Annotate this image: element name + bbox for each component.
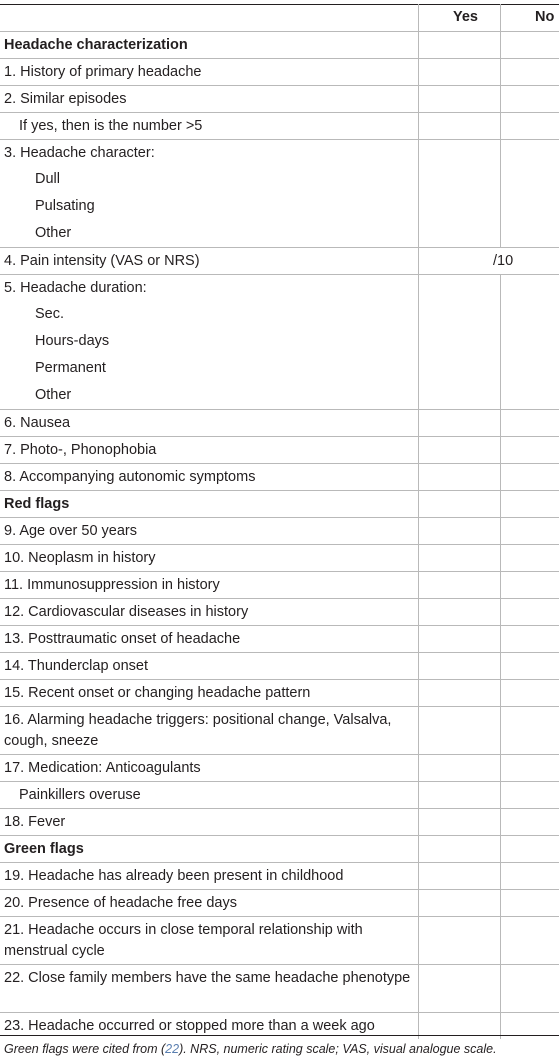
pain-score-cell[interactable] [418, 248, 559, 274]
yes-checkbox-cell[interactable] [418, 809, 500, 835]
row-label-cell [0, 193, 418, 220]
header-yes-cell [418, 4, 500, 31]
table-row [0, 517, 559, 544]
table-row [0, 220, 559, 247]
row-label: 21. Headache occurs in close temporal relationship with menstrual cycle [4, 922, 363, 959]
no-checkbox-cell[interactable] [500, 707, 559, 754]
row-label-cell [0, 248, 418, 274]
section-header-row [0, 835, 559, 862]
header-row [0, 4, 559, 31]
section-header-row [0, 31, 559, 58]
row-label: 19. Headache has already been present in childhood [4, 868, 344, 884]
yes-checkbox-cell[interactable] [418, 382, 500, 409]
yes-checkbox-cell[interactable] [418, 328, 500, 355]
row-label: 8. Accompanying autonomic symptoms [4, 469, 256, 485]
row-label: 11. Immunosuppression in history [4, 577, 220, 593]
table-row [0, 598, 559, 625]
row-label: 10. Neoplasm in history [4, 550, 156, 566]
yes-checkbox-cell[interactable] [418, 32, 500, 58]
yes-checkbox-cell[interactable] [418, 572, 500, 598]
header-label-cell [0, 4, 418, 31]
row-label-cell [0, 863, 418, 889]
row-label-cell [0, 809, 418, 835]
row-label: Dull [35, 171, 60, 187]
yes-checkbox-cell[interactable] [418, 890, 500, 916]
table-row [0, 463, 559, 490]
table-row [0, 754, 559, 781]
no-checkbox-cell[interactable] [500, 59, 559, 85]
row-label: 7. Photo-, Phonophobia [4, 442, 157, 458]
no-checkbox-cell[interactable] [500, 863, 559, 889]
row-label: 20. Presence of headache free days [4, 895, 237, 911]
table-row [0, 652, 559, 679]
table-row [0, 781, 559, 808]
row-label: 15. Recent onset or changing headache pattern [4, 685, 311, 701]
table-row [0, 85, 559, 112]
yes-checkbox-cell[interactable] [418, 464, 500, 490]
row-label-cell [0, 680, 418, 706]
no-checkbox-cell[interactable] [500, 410, 559, 436]
row-label: 6. Nausea [4, 415, 71, 431]
row-label-cell [0, 166, 418, 193]
table-row [0, 889, 559, 916]
row-label: 1. History of primary headache [4, 64, 202, 80]
row-label-cell [0, 518, 418, 544]
table-row [0, 301, 559, 328]
row-label: 17. Medication: Anticoagulants [4, 760, 201, 776]
no-column-header: No [535, 9, 555, 25]
row-label-cell [0, 917, 418, 964]
row-label: If yes, then is the number >5 [19, 118, 203, 134]
row-label-cell [0, 782, 418, 808]
row-label-cell [0, 410, 418, 436]
row-label: 22. Close family members have the same headache phenotype [4, 970, 411, 986]
yes-checkbox-cell[interactable] [418, 545, 500, 571]
row-label-cell [0, 491, 418, 517]
row-label-cell [0, 113, 418, 139]
no-checkbox-cell[interactable] [500, 965, 559, 1012]
no-checkbox-cell[interactable] [500, 917, 559, 964]
table-bottom-rule [0, 1035, 559, 1036]
table-row [0, 625, 559, 652]
no-checkbox-cell[interactable] [500, 755, 559, 781]
row-label-cell [0, 545, 418, 571]
table-row [0, 862, 559, 889]
yes-checkbox-cell[interactable] [418, 491, 500, 517]
row-label: Painkillers overuse [19, 787, 141, 803]
no-checkbox-cell[interactable] [500, 836, 559, 862]
no-checkbox-cell[interactable] [500, 809, 559, 835]
row-label-cell [0, 890, 418, 916]
no-checkbox-cell[interactable] [500, 140, 559, 166]
yes-checkbox-cell[interactable] [418, 301, 500, 328]
no-checkbox-cell[interactable] [500, 382, 559, 409]
no-checkbox-cell[interactable] [500, 355, 559, 382]
yes-checkbox-cell[interactable] [418, 836, 500, 862]
no-checkbox-cell[interactable] [500, 491, 559, 517]
table-footnote [4, 1042, 497, 1056]
row-label: 13. Posttraumatic onset of headache [4, 631, 241, 647]
table-row [0, 544, 559, 571]
row-label: Pulsating [35, 198, 95, 214]
no-checkbox-cell[interactable] [500, 86, 559, 112]
yes-checkbox-cell[interactable] [418, 355, 500, 382]
no-checkbox-cell[interactable] [500, 545, 559, 571]
row-label-cell [0, 755, 418, 781]
yes-checkbox-cell[interactable] [418, 863, 500, 889]
table-row [0, 706, 559, 754]
yes-checkbox-cell[interactable] [418, 965, 500, 1012]
table-row [0, 679, 559, 706]
table-row [0, 247, 559, 274]
table-row [0, 382, 559, 409]
yes-checkbox-cell[interactable] [418, 166, 500, 193]
no-checkbox-cell[interactable] [500, 220, 559, 247]
table-row [0, 571, 559, 598]
row-label-cell [0, 32, 418, 58]
row-label: Sec. [35, 306, 65, 322]
row-label-cell [0, 86, 418, 112]
yes-checkbox-cell[interactable] [418, 437, 500, 463]
footnote-text-after: ). NRS, numeric rating scale; VAS, visual analogue scale. [179, 1042, 497, 1056]
yes-checkbox-cell[interactable] [418, 275, 500, 301]
yes-checkbox-cell[interactable] [418, 755, 500, 781]
row-label: 9. Age over 50 years [4, 523, 137, 539]
yes-checkbox-cell[interactable] [418, 626, 500, 652]
no-checkbox-cell[interactable] [500, 464, 559, 490]
yes-checkbox-cell[interactable] [418, 707, 500, 754]
row-label-cell [0, 653, 418, 679]
table-row [0, 808, 559, 835]
row-label: 12. Cardiovascular diseases in history [4, 604, 249, 620]
table-row [0, 964, 559, 1012]
table-row [0, 112, 559, 139]
footnote-text-before: Green flags were cited from ( [4, 1042, 166, 1056]
row-label: 2. Similar episodes [4, 91, 127, 107]
table-row [0, 436, 559, 463]
row-label-cell [0, 464, 418, 490]
row-label: Permanent [35, 360, 106, 376]
row-label-cell [0, 382, 418, 409]
row-label-cell [0, 707, 418, 754]
no-checkbox-cell[interactable] [500, 572, 559, 598]
row-label-cell [0, 572, 418, 598]
row-label-cell [0, 328, 418, 355]
no-checkbox-cell[interactable] [500, 301, 559, 328]
yes-checkbox-cell[interactable] [418, 599, 500, 625]
row-label: 3. Headache character: [4, 145, 155, 161]
table-row [0, 166, 559, 193]
yes-checkbox-cell[interactable] [418, 518, 500, 544]
table-row [0, 916, 559, 964]
yes-column-header: Yes [453, 9, 478, 25]
yes-checkbox-cell[interactable] [418, 917, 500, 964]
section-title: Green flags [4, 841, 84, 857]
row-label: 4. Pain intensity (VAS or NRS) [4, 253, 200, 269]
no-checkbox-cell[interactable] [500, 782, 559, 808]
no-checkbox-cell[interactable] [500, 437, 559, 463]
table-row [0, 139, 559, 166]
table-row [0, 355, 559, 382]
pain-score-denominator: /10 [493, 253, 514, 269]
section-title: Headache characterization [4, 37, 188, 53]
table-row [0, 409, 559, 436]
row-label: Other [35, 225, 72, 241]
no-checkbox-cell[interactable] [500, 32, 559, 58]
row-label-cell [0, 220, 418, 247]
yes-checkbox-cell[interactable] [418, 653, 500, 679]
yes-checkbox-cell[interactable] [418, 86, 500, 112]
no-checkbox-cell[interactable] [500, 328, 559, 355]
section-title: Red flags [4, 496, 70, 512]
no-checkbox-cell[interactable] [500, 193, 559, 220]
row-label-cell [0, 355, 418, 382]
no-checkbox-cell[interactable] [500, 166, 559, 193]
no-checkbox-cell[interactable] [500, 518, 559, 544]
row-label: 5. Headache duration: [4, 280, 147, 296]
header-no-cell [500, 4, 559, 31]
no-checkbox-cell[interactable] [500, 653, 559, 679]
row-label: Other [35, 387, 72, 403]
yes-checkbox-cell[interactable] [418, 140, 500, 166]
row-label-cell [0, 626, 418, 652]
row-label: 23. Headache occurred or stopped more than a week ago [4, 1018, 375, 1034]
row-label-cell [0, 965, 418, 1012]
table-row [0, 193, 559, 220]
footnote-reference-link[interactable]: 22 [165, 1042, 180, 1056]
yes-checkbox-cell[interactable] [418, 113, 500, 139]
section-header-row [0, 490, 559, 517]
row-label-cell [0, 599, 418, 625]
table-row [0, 328, 559, 355]
no-checkbox-cell[interactable] [500, 890, 559, 916]
yes-checkbox-cell[interactable] [418, 193, 500, 220]
yes-checkbox-cell[interactable] [418, 59, 500, 85]
row-label: 18. Fever [4, 814, 66, 830]
row-label-cell [0, 140, 418, 166]
yes-checkbox-cell[interactable] [418, 680, 500, 706]
row-label: 14. Thunderclap onset [4, 658, 149, 674]
row-label: Hours-days [35, 333, 110, 349]
row-label-cell [0, 836, 418, 862]
yes-checkbox-cell[interactable] [418, 782, 500, 808]
row-label-cell [0, 59, 418, 85]
no-checkbox-cell[interactable] [500, 680, 559, 706]
row-label-cell [0, 301, 418, 328]
no-checkbox-cell[interactable] [500, 275, 559, 301]
no-checkbox-cell[interactable] [500, 113, 559, 139]
table-row [0, 58, 559, 85]
table-row [0, 274, 559, 301]
row-label: 16. Alarming headache triggers: positional change, Valsalva, cough, sneeze [4, 712, 392, 749]
yes-checkbox-cell[interactable] [418, 410, 500, 436]
yes-checkbox-cell[interactable] [418, 220, 500, 247]
row-label-cell [0, 275, 418, 301]
row-label-cell [0, 437, 418, 463]
no-checkbox-cell[interactable] [500, 599, 559, 625]
no-checkbox-cell[interactable] [500, 626, 559, 652]
